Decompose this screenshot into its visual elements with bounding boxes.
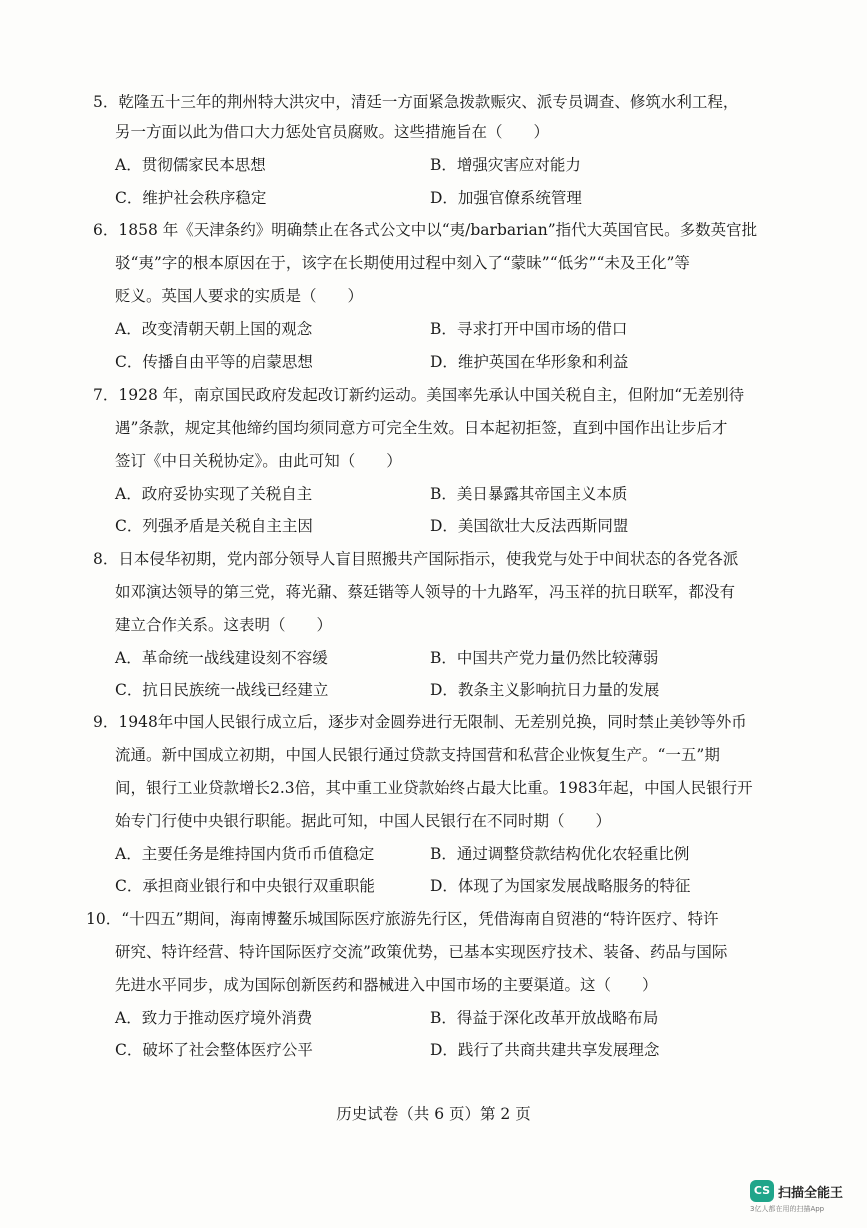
option-c: C．抗日民族统一战线已经建立 — [115, 681, 329, 699]
option-b: B．寻求打开中国市场的借口 — [430, 320, 628, 338]
question-text-line: 驳“夷”字的根本原因在于，该字在长期使用过程中刻入了“蒙昧”“低劣”“未及王化”等 — [115, 254, 690, 272]
question-text-line: 建立合作关系。这表明（ ） — [115, 616, 333, 634]
question-text-line: 研究、特许经营、特许国际医疗交流”政策优势，已基本实现医疗技术、装备、药品与国际 — [115, 943, 728, 961]
question-text-line: 如邓演达领导的第三党，蒋光鼐、蔡廷锴等人领导的十九路军，冯玉祥的抗日联军，都没有 — [115, 583, 736, 601]
question-text-line: 始专门行使中央银行职能。据此可知，中国人民银行在不同时期（ ） — [115, 812, 612, 830]
question-text-line: 另一方面以此为借口大力惩处官员腐败。这些措施旨在（ ） — [115, 123, 550, 141]
camscanner-logo-icon: CS — [750, 1180, 774, 1202]
question-text-line: 9．1948年中国人民银行成立后，逐步对金圆券进行无限制、无差别兑换，同时禁止美钞等外币 — [93, 713, 747, 731]
option-c: C．传播自由平等的启蒙思想 — [115, 353, 313, 371]
question-text-line: 8．日本侵华初期，党内部分领导人盲目照搬共产国际指示，使我党与处于中间状态的各党各派 — [93, 550, 739, 568]
option-c: C．承担商业银行和中央银行双重职能 — [115, 877, 375, 895]
question-text-line: 流通。新中国成立初期，中国人民银行通过贷款支持国营和私营企业恢复生产。“一五”期 — [115, 746, 720, 764]
option-d: D．体现了为国家发展战略服务的特征 — [430, 877, 691, 895]
question-text-line: 7．1928 年，南京国民政府发起改订新约运动。美国率先承认中国关税自主，但附加“无差别待 — [93, 386, 745, 404]
option-c: C．列强矛盾是关税自主主因 — [115, 517, 313, 535]
question-text-line: 5．乾隆五十三年的荆州特大洪灾中，清廷一方面紧急拨款赈灾、派专员调查、修筑水利工程， — [93, 93, 739, 111]
option-a: A．政府妥协实现了关税自主 — [115, 485, 313, 503]
option-b: B．得益于深化改革开放战略布局 — [430, 1009, 659, 1027]
option-b: B．美日暴露其帝国主义本质 — [430, 485, 628, 503]
option-d: D．加强官僚系统管理 — [430, 189, 582, 207]
option-c: C．破坏了社会整体医疗公平 — [115, 1041, 313, 1059]
option-a: A．致力于推动医疗境外消费 — [115, 1009, 313, 1027]
camscanner-watermark — [750, 1180, 860, 1214]
question-text-line: 贬义。英国人要求的实质是（ ） — [115, 287, 364, 305]
page-footer: 历史试卷（共 6 页）第 2 页 — [336, 1105, 531, 1123]
option-d: D．维护英国在华形象和利益 — [430, 353, 629, 371]
option-b: B．通过调整贷款结构优化农轻重比例 — [430, 845, 690, 863]
camscanner-name: 扫描全能王 — [778, 1186, 844, 1201]
question-text-line: 签订《中日关税协定》。由此可知（ ） — [115, 452, 402, 470]
option-b: B．中国共产党力量仍然比较薄弱 — [430, 649, 659, 667]
option-a: A．主要任务是维持国内货币币值稳定 — [115, 845, 375, 863]
option-a: A．贯彻儒家民本思想 — [115, 156, 266, 174]
question-text-line: 先进水平同步，成为国际创新医药和器械进入中国市场的主要渠道。这（ ） — [115, 976, 658, 994]
question-text-line: 10．“十四五”期间，海南博鳌乐城国际医疗旅游先行区，凭借海南自贸港的“特许医疗、特许 — [86, 910, 719, 928]
option-b: B．增强灾害应对能力 — [430, 156, 581, 174]
option-a: A．革命统一战线建设刻不容缓 — [115, 649, 328, 667]
question-text-line: 6．1858 年《天津条约》明确禁止在各式公文中以“夷/barbarian”指代大英国官民。多数英官批 — [93, 221, 758, 239]
option-a: A．改变清朝天朝上国的观念 — [115, 320, 313, 338]
camscanner-tagline: 3亿人都在用的扫描App — [750, 1205, 825, 1213]
option-d: D．美国欲壮大反法西斯同盟 — [430, 517, 629, 535]
option-c: C．维护社会秩序稳定 — [115, 189, 267, 207]
option-d: D．践行了共商共建共享发展理念 — [430, 1041, 660, 1059]
option-d: D．教条主义影响抗日力量的发展 — [430, 681, 660, 699]
question-text-line: 遇”条款，规定其他缔约国均须同意方可完全生效。日本起初拒签，直到中国作出让步后才 — [115, 419, 728, 437]
question-text-line: 间，银行工业贷款增长2.3倍，其中重工业贷款始终占最大比重。1983年起，中国人民银行开 — [115, 779, 753, 797]
